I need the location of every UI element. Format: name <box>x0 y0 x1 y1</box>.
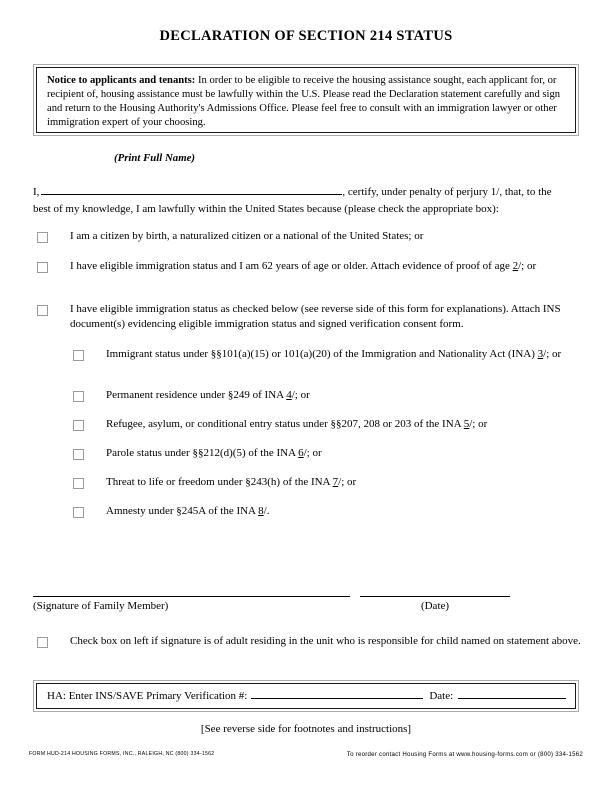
checkbox-immigrant-status-101[interactable] <box>73 350 84 361</box>
signature-input-line[interactable] <box>33 596 350 597</box>
notice-heading: Notice to applicants and tenants: <box>47 75 196 86</box>
checkbox-parole-status-212[interactable] <box>73 449 84 460</box>
checkbox-refugee-asylum-207-208-203[interactable] <box>73 420 84 431</box>
checkbox-threat-to-life-243h[interactable] <box>73 478 84 489</box>
notice-box-content <box>36 67 576 133</box>
page-title: DECLARATION OF SECTION 214 STATUS <box>159 28 453 44</box>
option-label-immigrant-status-101: Immigrant status under §§101(a)(15) or 101(a)(20) of the Immigration and Nationality Act (INA) 3/; or <box>106 348 562 360</box>
notice-box <box>33 64 579 136</box>
certification-line-1 <box>33 183 581 201</box>
option-label-eligible-status-as-checked: I have eligible immigration status as checked below (see reverse side of this form for explanations). Attach INS document(s) evidencing eligible immigration status and signed verification consent form. <box>70 303 561 331</box>
reverse-side-note: [See reverse side for footnotes and instructions] <box>200 723 412 735</box>
signature-label: (Signature of Family Member) <box>33 600 169 612</box>
option-label-parole-status-212: Parole status under §§212(d)(5) of the INA 6/; or <box>106 447 322 459</box>
checkbox-child-responsibility[interactable] <box>37 637 48 648</box>
ha-verification-box <box>33 680 579 712</box>
option-label-child-responsibility: Check box on left if signature is of adult residing in the unit who is responsible for child named on statement above. <box>70 635 581 647</box>
checkbox-amnesty-245a[interactable] <box>73 507 84 518</box>
date-label: (Date) <box>420 600 450 612</box>
checkbox-eligible-status-as-checked[interactable] <box>37 305 48 316</box>
option-label-citizen-by-birth: I am a citizen by birth, a naturalized citizen or a national of the United States; or <box>70 230 424 242</box>
option-label-amnesty-245a: Amnesty under §245A of the INA 8/. <box>106 505 270 517</box>
ha-date-label: Date: <box>429 690 454 702</box>
notice-body: In order to be eligible to receive the housing assistance sought, each applicant for, or recipient of, housing assistance must be lawfully within the U.S. Please read the Declaration statement carefully and sign and return to the Housing Authority's Admissions Office. Please feel free to consult with an immigration lawyer or other immigration expert of your choosing. <box>47 75 561 129</box>
checkbox-citizen-by-birth[interactable] <box>37 232 48 243</box>
ha-label: HA: Enter INS/SAVE Primary Verification #: <box>47 690 248 702</box>
option-label-permanent-residence-249: Permanent residence under §249 of INA 4/; or <box>106 389 310 401</box>
checkbox-eligible-status-age-62[interactable] <box>37 262 48 273</box>
print-full-name-label: (Print Full Name) <box>114 152 195 164</box>
full-name-input[interactable] <box>41 183 342 195</box>
ha-date-input[interactable] <box>458 687 566 699</box>
option-label-threat-to-life-243h: Threat to life or freedom under §243(h) of the INA 7/; or <box>106 476 357 488</box>
option-label-refugee-asylum-207-208-203: Refugee, asylum, or conditional entry status under §§207, 208 or 203 of the INA 5/; or <box>106 418 488 430</box>
ha-verification-number-input[interactable] <box>251 687 423 699</box>
certification-line-2: best of my knowledge, I am lawfully within the United States because (please check the appropriate box): <box>33 202 499 215</box>
footer-form-identifier: FORM HUD-214 HOUSING FORMS, INC., RALEIGH, NC (800) 334-1562 <box>29 751 215 757</box>
checkbox-permanent-residence-249[interactable] <box>73 391 84 402</box>
certification-statement <box>33 183 581 217</box>
ha-verification-row <box>47 687 566 706</box>
option-label-eligible-status-age-62: I have eligible immigration status and I am 62 years of age or older. Attach evidence of proof of age 2/; or <box>70 260 537 272</box>
footer-reorder-info: To reorder contact Housing Forms at www.housing-forms.com or (800) 334-1562 <box>346 751 583 758</box>
certification-after-blank: , certify, under penalty of perjury 1/, that, to the <box>342 186 552 198</box>
date-input-line[interactable] <box>360 596 510 597</box>
certification-lead: I, <box>33 186 40 198</box>
ha-box-content <box>36 683 576 709</box>
notice-text <box>47 74 566 130</box>
